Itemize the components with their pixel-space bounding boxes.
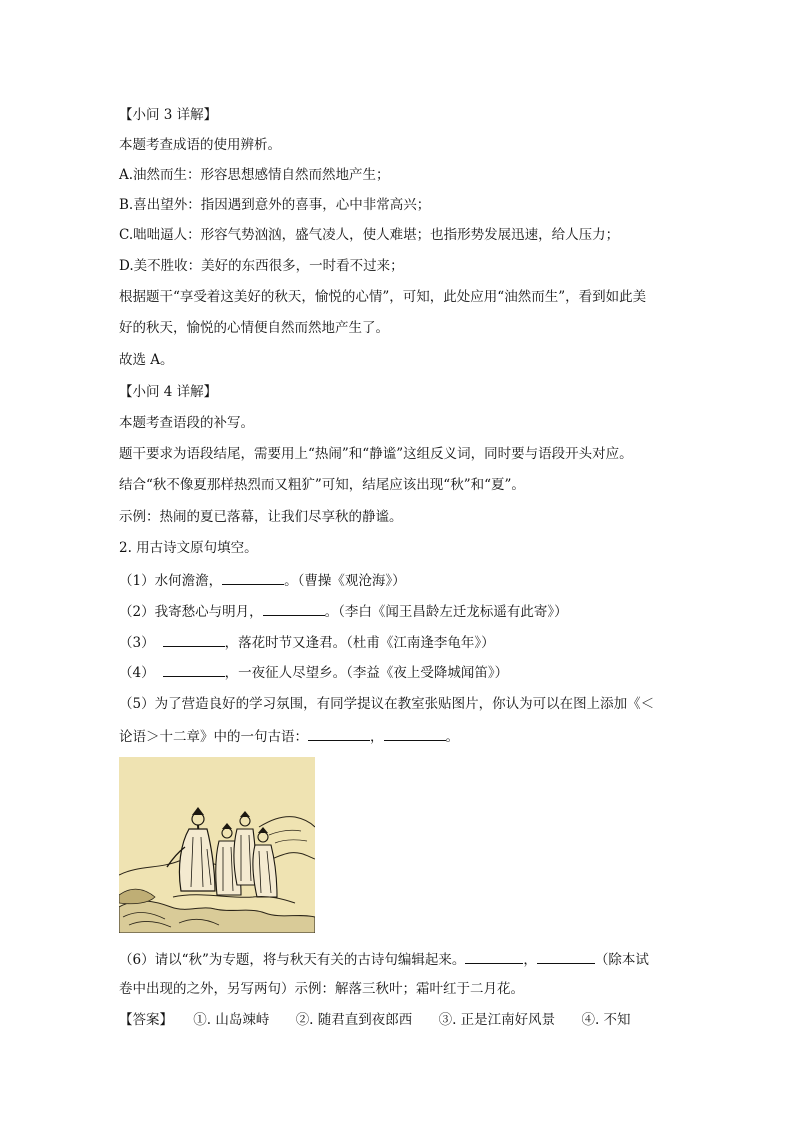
question-4 — [119, 662, 508, 683]
q1-prefix: （1）水何澹澹， — [119, 573, 223, 589]
line-5: C.咄咄逼人：形容气势汹汹，盛气凌人，使人难堪；也指形势发展迅速，给人压力； — [119, 227, 620, 243]
q5-blank-1 — [308, 726, 370, 741]
q4-blank — [163, 662, 225, 677]
answer-label: 【答案】 — [119, 1012, 173, 1028]
q1-source: 。（曹操《观沧海》） — [284, 573, 406, 589]
answer-item: ①. 山岛竦峙 — [193, 1012, 270, 1028]
q6-note: （除本试 — [594, 952, 649, 968]
line-7: 根据题干“享受着这美好的秋天，愉悦的心情”，可知，此处应用“油然而生”，看到如此美 — [119, 289, 647, 305]
q2-blank — [263, 601, 325, 616]
q3-source: ，落花时节又逢君。（杜甫《江南逢李龟年》） — [224, 635, 495, 651]
line-1: 【小问 3 详解】 — [119, 107, 218, 123]
line-14: 示例：热闹的夏已落幕，让我们尽享秋的静谧。 — [119, 509, 403, 525]
line-8: 好的秋天，愉悦的心情便自然而然地产生了。 — [119, 320, 389, 336]
line-12: 题干要求为语段结尾，需要用上“热闹”和“静谧”这组反义词，同时要与语段开头对应。 — [119, 446, 633, 462]
q5-prefix: 论语＞十二章》中的一句古语： — [119, 729, 308, 745]
line-2: 本题考查成语的使用辨析。 — [119, 137, 281, 153]
answer-item: ④. 不知 — [581, 1012, 631, 1028]
question-1 — [119, 570, 406, 591]
question-5-line-1: （5）为了营造良好的学习氛围，有同学提议在教室张贴图片，你认为可以在图上添加《＜ — [119, 696, 655, 712]
line-9: 故选 A。 — [119, 352, 174, 368]
line-3: A.油然而生：形容思想感情自然而然地产生； — [119, 167, 390, 183]
question-2 — [119, 601, 568, 622]
q3-blank — [163, 632, 225, 647]
q5-blank-2 — [384, 726, 446, 741]
question-3 — [119, 632, 495, 653]
q6-blank-2 — [537, 949, 595, 964]
line-13: 结合“秋不像夏那样热烈而又粗犷”可知，结尾应该出现“秋”和“夏”。 — [119, 477, 525, 493]
line-15: 2. 用古诗文原句填空。 — [119, 540, 258, 556]
question-6-line-2: 卷中出现的之外，另写两句）示例：解落三秋叶；霜叶红于二月花。 — [119, 981, 524, 997]
question-6-line-1 — [119, 949, 649, 970]
question-5-line-2 — [119, 726, 459, 747]
line-10: 【小问 4 详解】 — [119, 384, 218, 400]
line-6: D.美不胜收：美好的东西很多，一时看不过来； — [119, 258, 404, 274]
q6-blank-1 — [465, 949, 523, 964]
q5-separator: ， — [370, 729, 384, 745]
q4-prefix: （4） — [119, 665, 155, 681]
answer-line — [119, 1010, 631, 1030]
answer-item: ②. 随君直到夜郎西 — [295, 1012, 413, 1028]
answer-item: ③. 正是江南好风景 — [438, 1012, 556, 1028]
q6-prefix: （6）请以“秋”为专题，将与秋天有关的古诗句编辑起来。 — [119, 952, 466, 968]
q6-separator: ， — [523, 952, 537, 968]
q5-end: 。 — [445, 729, 459, 745]
q2-prefix: （2）我寄愁心与明月， — [119, 604, 263, 620]
line-4: B.喜出望外：指因遇到意外的喜事，心中非常高兴； — [119, 197, 431, 213]
line-11: 本题考查语段的补写。 — [119, 415, 254, 431]
q1-blank — [222, 570, 284, 585]
q3-prefix: （3） — [119, 635, 155, 651]
confucius-illustration — [119, 757, 315, 933]
q2-source: 。（李白《闻王昌龄左迁龙标遥有此寄》） — [324, 604, 568, 620]
q4-source: ，一夜征人尽望乡。（李益《夜上受降城闻笛》） — [224, 665, 509, 681]
